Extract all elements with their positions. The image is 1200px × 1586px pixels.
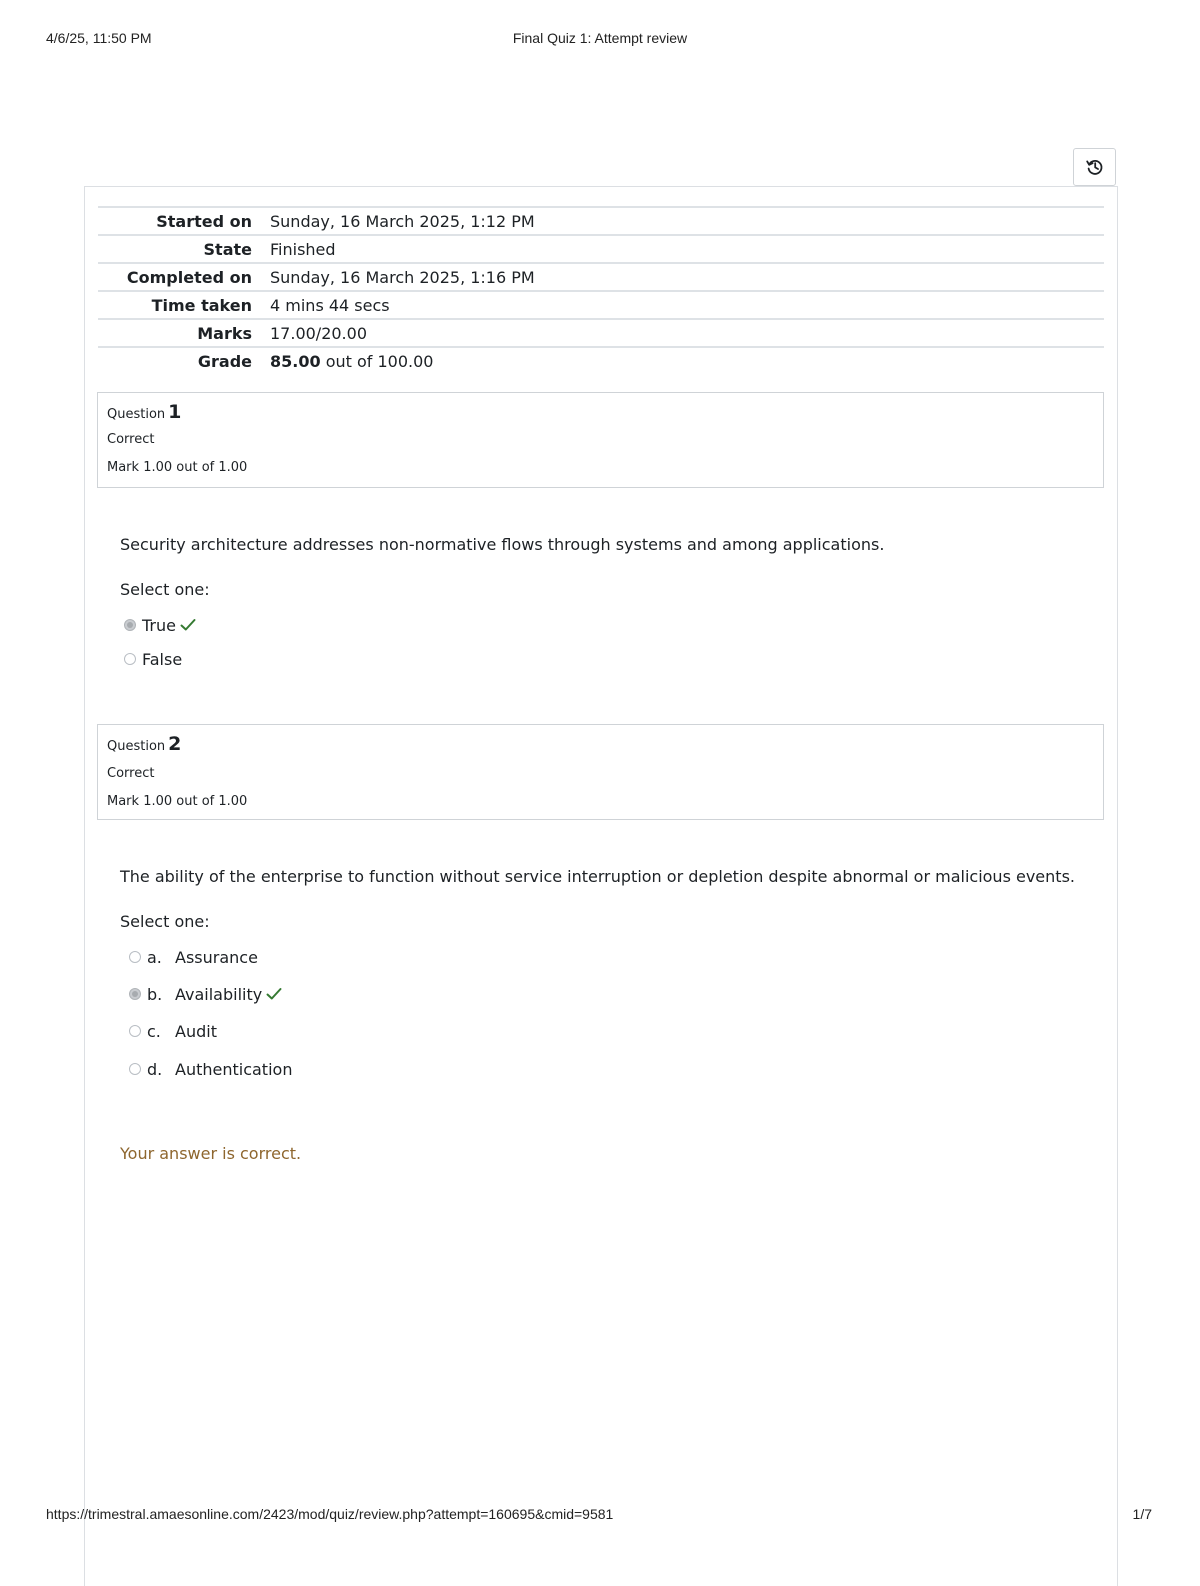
grade-suffix: out of 100.00 <box>325 352 434 371</box>
check-icon <box>266 987 282 1001</box>
answer-option[interactable] <box>124 616 196 638</box>
history-button[interactable] <box>1073 148 1116 186</box>
summary-value: Finished <box>270 240 336 259</box>
answer-option[interactable] <box>129 985 282 1007</box>
print-title: Final Quiz 1: Attempt review <box>512 30 688 46</box>
option-letter: b. <box>147 985 163 1004</box>
question-state: Correct <box>107 432 155 447</box>
option-letter: a. <box>147 948 162 967</box>
summary-value: Sunday, 16 March 2025, 1:16 PM <box>270 268 535 287</box>
question-mark: Mark 1.00 out of 1.00 <box>107 794 248 809</box>
summary-label: State <box>203 240 252 259</box>
attempt-summary <box>98 206 1104 374</box>
summary-label: Time taken <box>151 296 252 315</box>
question-text: Security architecture addresses non-normative flows through systems and among applications. <box>120 535 885 554</box>
question-number <box>107 401 181 423</box>
question-number-value: 2 <box>168 733 182 755</box>
radio-button[interactable] <box>124 619 136 631</box>
print-footer <box>46 1506 1152 1526</box>
answer-option[interactable] <box>129 1060 292 1082</box>
print-header <box>46 30 1154 50</box>
question-label: Question <box>107 407 166 422</box>
grade-value: 85.00 <box>270 352 321 371</box>
option-text: Assurance <box>175 948 258 967</box>
print-date: 4/6/25, 11:50 PM <box>46 30 152 46</box>
option-letter: d. <box>147 1060 163 1079</box>
question-label: Question <box>107 739 166 754</box>
history-icon <box>1085 157 1105 177</box>
question-state: Correct <box>107 766 155 781</box>
select-prompt: Select one: <box>120 912 210 931</box>
summary-label: Started on <box>156 212 252 231</box>
question-number-value: 1 <box>168 401 182 423</box>
summary-label: Marks <box>197 324 252 343</box>
summary-value: 17.00/20.00 <box>270 324 367 343</box>
summary-value: 4 mins 44 secs <box>270 296 390 315</box>
summary-row <box>98 320 1104 348</box>
radio-button[interactable] <box>129 988 141 1000</box>
option-text: True <box>142 616 176 635</box>
radio-button[interactable] <box>124 653 136 665</box>
summary-row-grade <box>98 348 1104 374</box>
option-text: False <box>142 650 183 669</box>
summary-row <box>98 208 1104 236</box>
summary-row <box>98 292 1104 320</box>
summary-row <box>98 264 1104 292</box>
summary-value: Sunday, 16 March 2025, 1:12 PM <box>270 212 535 231</box>
answer-option[interactable] <box>129 948 258 970</box>
print-url: https://trimestral.amaesonline.com/2423/mod/quiz/review.php?attempt=160695&cmid=9581 <box>46 1506 614 1522</box>
answer-option[interactable] <box>129 1022 217 1044</box>
grade-value-group <box>270 352 433 371</box>
check-icon <box>180 618 196 632</box>
select-prompt: Select one: <box>120 580 210 599</box>
radio-button[interactable] <box>129 1025 141 1037</box>
radio-button[interactable] <box>129 951 141 963</box>
summary-row <box>98 236 1104 264</box>
question-info <box>97 392 1104 488</box>
answer-option[interactable] <box>124 650 182 672</box>
option-text: Audit <box>175 1022 217 1041</box>
question-mark: Mark 1.00 out of 1.00 <box>107 460 248 475</box>
summary-label: Completed on <box>126 268 252 287</box>
option-text: Availability <box>175 985 263 1004</box>
grade-label: Grade <box>197 352 252 371</box>
print-page-number: 1/7 <box>1132 1506 1152 1522</box>
option-letter: c. <box>147 1022 161 1041</box>
question-info <box>97 724 1104 820</box>
question-text: The ability of the enterprise to function without service interruption or depletion despite abnormal or malicious events. <box>120 867 1075 886</box>
option-text: Authentication <box>175 1060 293 1079</box>
answer-feedback: Your answer is correct. <box>120 1144 302 1163</box>
radio-button[interactable] <box>129 1063 141 1075</box>
question-number <box>107 733 181 755</box>
